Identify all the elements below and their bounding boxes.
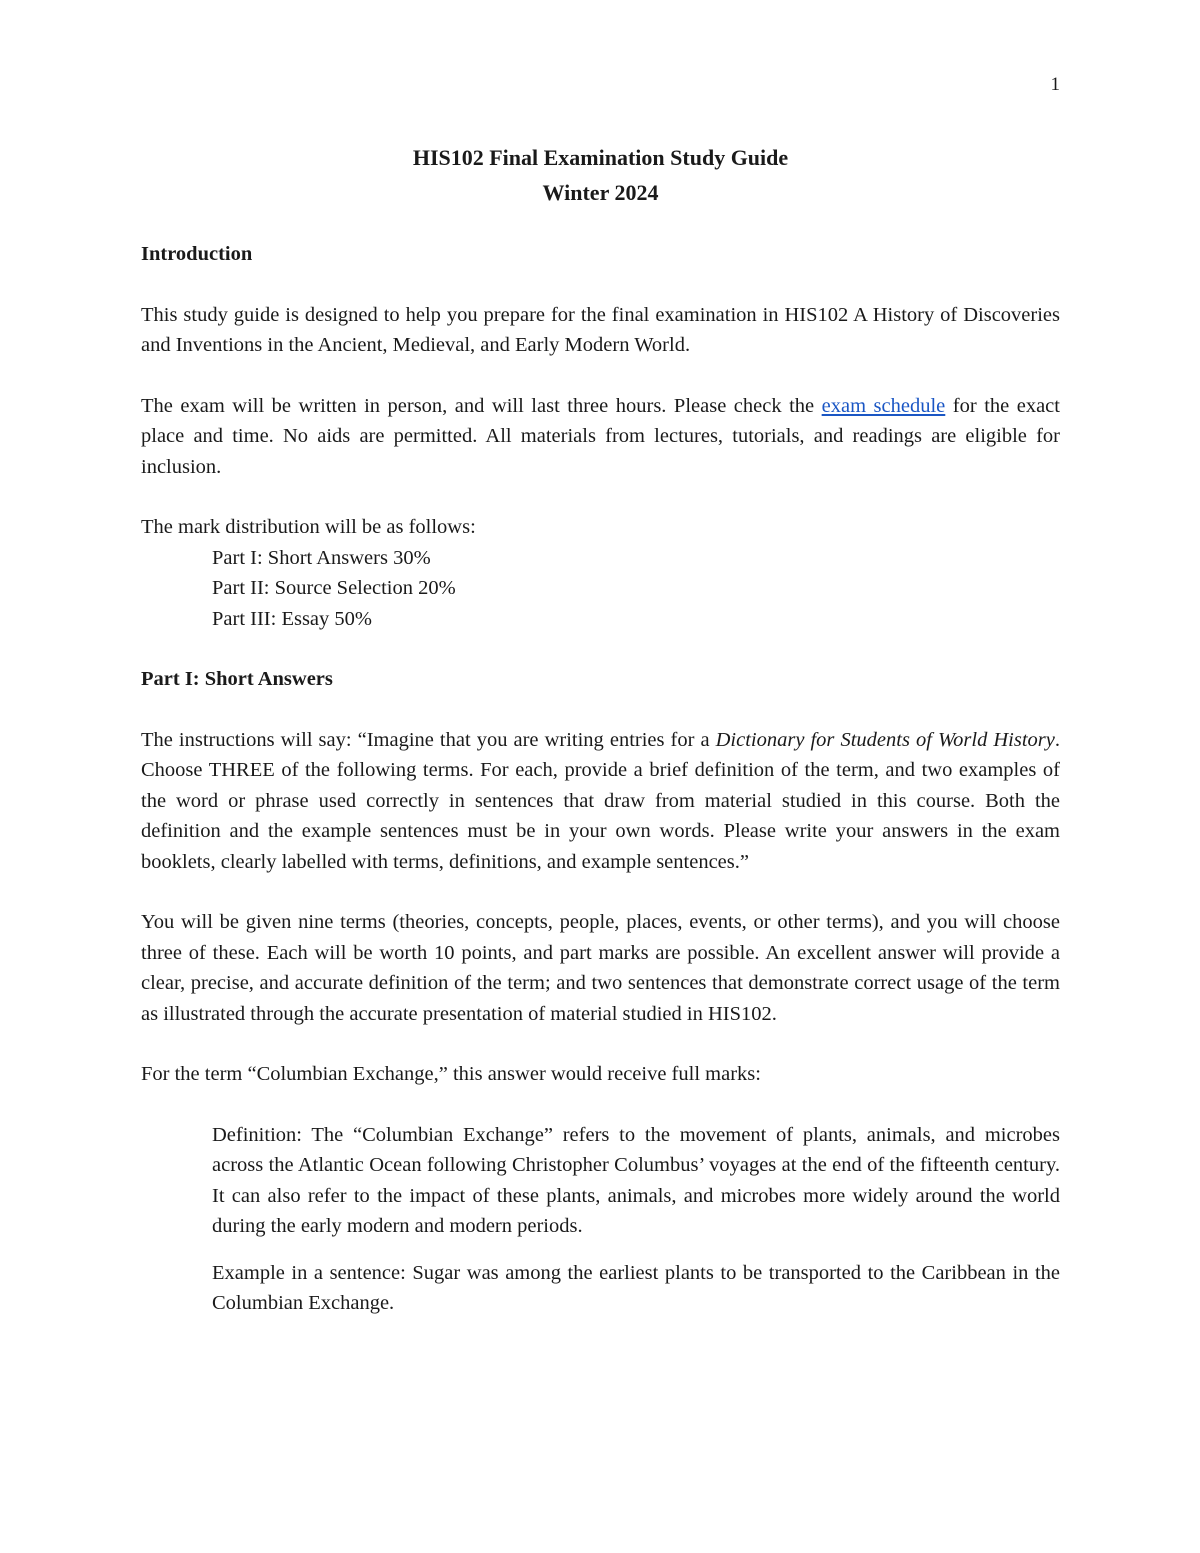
introduction-paragraph-1: This study guide is designed to help you prepare for the final examination in HIS102 A History of Discoveries and Inventions in the Ancient, Medieval, and Early Modern World. — [141, 303, 1060, 356]
distribution-intro: The mark distribution will be as follows: — [141, 516, 476, 538]
sample-answer — [212, 1120, 1060, 1319]
sample-definition: Definition: The “Columbian Exchange” refers to the movement of plants, animals, and microbes across the Atlantic Ocean following Christopher Columbus’ voyages at the end of the fifteenth century. It can also refer to the impact of these plants, animals, and microbes more widely around the world during the early modern and modern periods. — [212, 1123, 1060, 1237]
section-heading-introduction: Introduction — [141, 243, 253, 265]
part1-instructions — [141, 725, 1060, 878]
document-subtitle: Winter 2024 — [542, 180, 659, 205]
list-item: Part II: Source Selection 20% — [212, 577, 456, 599]
introduction-paragraph-2 — [141, 391, 1060, 483]
part1-paragraph-2: You will be given nine terms (theories, concepts, people, places, events, or other terms), and you will choose three of these. Each will be worth 10 points, and part marks are possible. An excellent answer will provide a clear, precise, and accurate definition of the term; and two sentences that demonstrate correct usage of the term as illustrated through the accurate presentation of material studied in HIS102. — [141, 911, 1060, 1025]
sample-example: Example in a sentence: Sugar was among the earliest plants to be transported to the Caribbean in the Columbian Exchange. — [212, 1261, 1060, 1314]
list-item: Part III: Essay 50% — [212, 607, 372, 630]
paragraph-text: The instructions will say: “Imagine that you are writing entries for a — [141, 728, 716, 751]
paragraph-text: The exam will be written in person, and will last three hours. Please check the — [141, 394, 822, 417]
exam-schedule-link[interactable]: exam schedule — [821, 394, 946, 417]
list-item: Part I: Short Answers 30% — [212, 546, 431, 569]
document-title: HIS102 Final Examination Study Guide — [412, 145, 789, 170]
mark-distribution-list — [212, 543, 1060, 635]
document-body — [141, 140, 1060, 1319]
paragraph-text: . Choose THREE of the following terms. For each, provide a brief definition of the term, and two examples of the word or phrase used correctly in sentences that draw from material studied in this course. Both the definition and the example sentences must be in your own words. Please write your answers in the exam booklets, clearly labelled with terms, definitions, and example sentences.” — [141, 728, 1060, 873]
part1-paragraph-3: For the term “Columbian Exchange,” this answer would receive full marks: — [141, 1063, 761, 1085]
paragraph-text: for the exact place and time. No aids are permitted. All materials from lectures, tutorials, and readings are eligible for inclusion. — [141, 394, 1060, 478]
dictionary-title: Dictionary for Students of World History — [715, 728, 1055, 751]
page-number: 1 — [1050, 74, 1060, 95]
section-heading-part-1: Part I: Short Answers — [141, 668, 333, 690]
